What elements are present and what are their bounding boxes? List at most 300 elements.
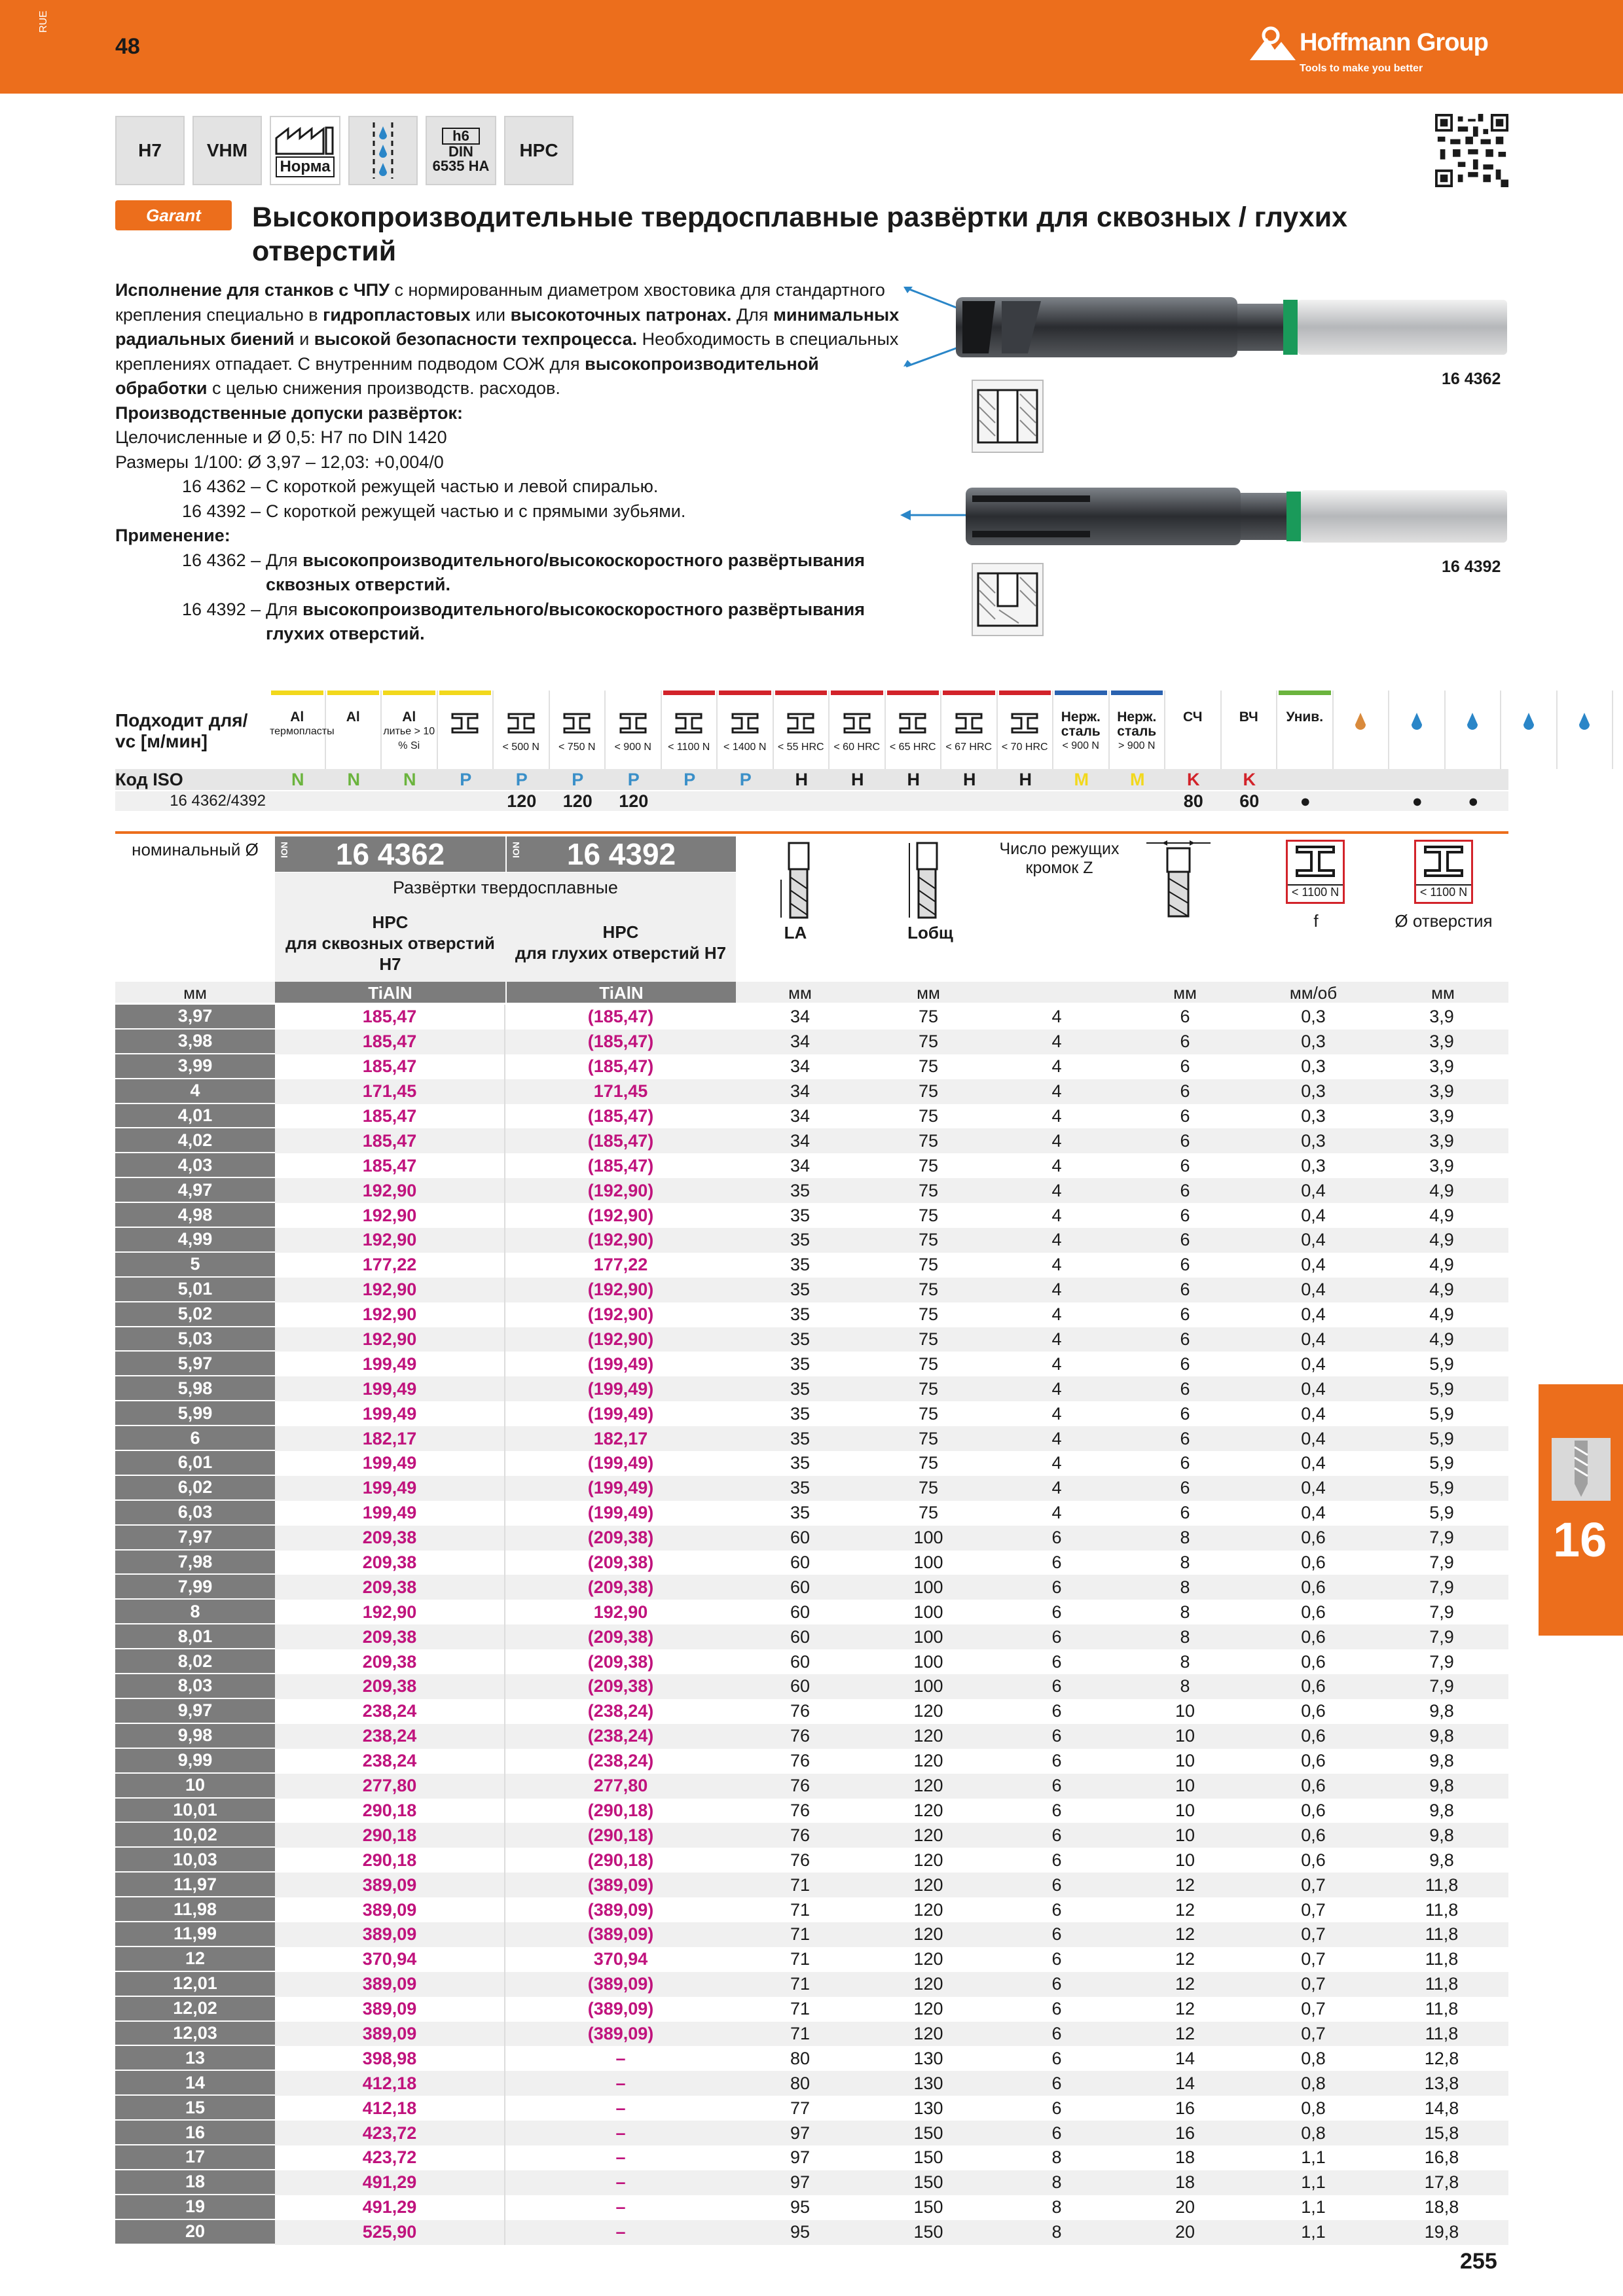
speed-row-label: 16 4362/4392 [170,792,266,810]
shank-diameter-cell: 10 [1175,1701,1195,1721]
table-row[interactable] [115,1278,1508,1302]
hole-diameter-cell: 19,8 [1424,2222,1459,2242]
material-column-header [550,691,606,769]
table-row[interactable] [115,1352,1508,1376]
table-row[interactable] [115,2170,1508,2195]
flute-count-cell: 6 [1051,1924,1062,1945]
feed-rate-cell: 0,7 [1301,2023,1326,2043]
table-row[interactable] [115,2046,1508,2071]
iso-code-cell: M [1130,769,1145,789]
nominal-diameter-cell: 8 [115,1600,275,1624]
shank-diameter-cell: 6 [1180,1304,1190,1325]
shank-diameter-cell: 18 [1175,2147,1195,2168]
through-hole-icon [973,381,1042,452]
flute-count-cell: 6 [1051,1825,1062,1845]
hole-diameter-cell: 11,8 [1425,1999,1459,2019]
table-row[interactable] [115,1897,1508,1922]
hole-diameter-cell: 11,8 [1425,1949,1459,1969]
shank-diameter-cell: 10 [1175,1751,1195,1771]
material-column-header [494,691,550,769]
total-length-cell: 75 [918,1205,939,1225]
table-row[interactable] [115,1376,1508,1401]
feed-rate-cell: 0,6 [1301,1626,1326,1647]
iso-code-cell: H [1019,769,1032,789]
total-length-cell: 120 [913,2023,943,2043]
chapter-number: 16 [1553,1513,1607,1567]
material-column-header [1446,691,1502,769]
chapter-tab[interactable] [1539,1384,1623,1636]
nominal-diameter-cell: 4,99 [115,1228,275,1253]
material-group-bar [887,691,939,695]
material-column-header [886,691,942,769]
price-164362-cell: 192,90 [275,1278,505,1302]
material-column-title: Унив. [1286,709,1324,725]
price-164392-cell: 171,45 [593,1081,648,1102]
material-column-header [1558,691,1614,769]
shank-diameter-cell: 20 [1175,2222,1195,2242]
nominal-diameter-cell: 18 [115,2170,275,2195]
material-column-title: СЧ [1183,709,1203,725]
cutting-length-cell: 60 [790,1577,811,1597]
table-row[interactable] [115,1451,1508,1476]
material-group-bar [1447,691,1499,695]
hole-diameter-cell: 7,9 [1429,1651,1454,1672]
nominal-diameter-cell: 10,02 [115,1823,275,1848]
feed-rate-cell: 0,3 [1301,1106,1326,1126]
shank-diameter-cell: 6 [1180,1130,1190,1151]
shank-diameter-cell: 12 [1175,1874,1195,1895]
price-164392-cell: (389,09) [587,1874,654,1895]
nominal-diameter-cell: 5,97 [115,1352,275,1376]
total-length-label: Lобщ [907,923,953,942]
feed-rate-cell: 0,4 [1301,1230,1326,1250]
nominal-diameter-cell: 3,98 [115,1030,275,1054]
hole-diameter-cell: 11,8 [1425,2023,1459,2043]
flute-count-cell: 8 [1051,2222,1062,2242]
price-164392-cell: – [615,2147,626,2168]
feed-rate-cell: 0,4 [1301,1329,1326,1350]
price-164392-cell: 192,90 [593,1602,648,1622]
cutting-speed-cell: 120 [507,791,537,811]
feed-rate-cell: 0,6 [1301,1651,1326,1672]
table-row[interactable] [115,1426,1508,1451]
iso-code-cell: P [627,769,640,789]
hole-diameter-label: Ø отверстия [1395,911,1493,931]
hole-material-box: < 1100 N [1414,840,1473,904]
cutting-length-cell: 35 [790,1205,811,1225]
feed-rate-cell: 0,4 [1301,1354,1326,1374]
material-group-bar [439,691,492,695]
flute-count-cell: 4 [1051,1180,1062,1200]
internal-coolant-icon [370,122,396,179]
shank-diameter-cell: 16 [1175,2098,1195,2118]
steel-ibeam-icon [953,710,985,736]
shank-diameter-cell: 6 [1180,1478,1190,1498]
cutting-length-cell: 35 [790,1428,811,1448]
feed-rate-cell: 0,4 [1301,1478,1326,1498]
shank-diameter-cell: 8 [1180,1651,1190,1672]
flute-count-cell: 6 [1051,1577,1062,1597]
price-164392-cell: (199,49) [587,1453,654,1473]
table-row[interactable] [115,1799,1508,1823]
table-row[interactable] [115,1476,1508,1501]
price-164392-cell: – [615,2172,626,2193]
flute-count-cell: 6 [1051,1726,1062,1746]
shank-diameter-cell: 8 [1180,1602,1190,1622]
table-row[interactable] [115,1823,1508,1848]
total-length-cell: 150 [913,2172,943,2193]
feed-rate-cell: 0,6 [1301,1676,1326,1696]
hole-diameter-cell: 9,8 [1429,1825,1454,1845]
feed-rate-cell: 0,6 [1301,1701,1326,1721]
iso-code-cell: N [291,769,304,789]
flute-count-cell: 4 [1051,1255,1062,1275]
table-row[interactable] [115,2145,1508,2170]
table-row[interactable] [115,1551,1508,1575]
flute-count-cell: 6 [1051,1999,1062,2019]
flute-count-cell: 4 [1051,1280,1062,1300]
table-row[interactable] [115,1724,1508,1749]
reamer-164362-image [903,275,1512,373]
price-164362-cell: 238,24 [275,1749,505,1774]
table-row[interactable] [115,1947,1508,1972]
table-row[interactable] [115,1649,1508,1674]
price-164392-cell: (209,38) [587,1651,654,1672]
table-row[interactable] [115,2096,1508,2121]
flute-count-cell: 6 [1051,1626,1062,1647]
table-row[interactable] [115,1327,1508,1352]
table-row[interactable] [115,1774,1508,1799]
price-164362-cell: 370,94 [275,1947,505,1972]
material-column-header [1110,691,1166,769]
price-164392-cell: (192,90) [587,1230,654,1250]
flute-count-cell: 4 [1051,1106,1062,1126]
hole-diameter-cell: 7,9 [1429,1602,1454,1622]
cutting-length-cell: 35 [790,1453,811,1473]
price-164362-cell: 209,38 [275,1624,505,1649]
variant-line: 16 4362 – С короткой режущей частью и левой спиралью. [182,476,659,496]
total-length-cell: 75 [918,1255,939,1275]
application-heading: Применение: [115,526,230,545]
table-row[interactable] [115,1526,1508,1551]
table-row[interactable] [115,1203,1508,1228]
nominal-diameter-cell: 20 [115,2220,275,2245]
cutting-length-cell: 34 [790,1031,811,1052]
header-bar [0,0,1623,94]
flute-count-cell: 8 [1051,2147,1062,2168]
feed-rate-cell: 0,4 [1301,1180,1326,1200]
flute-count-cell: 4 [1051,1230,1062,1250]
price-164362-cell: 185,47 [275,1153,505,1178]
shank-diameter-cell: 6 [1180,1354,1190,1374]
price-164392-cell: 177,22 [593,1255,648,1275]
total-length-cell: 75 [918,1056,939,1077]
price-164392-cell: (389,09) [587,1974,654,1994]
flute-count-cell: 4 [1051,1354,1062,1374]
total-length-cell: 120 [913,1751,943,1771]
material-column-header [941,691,998,769]
material-column-header [606,691,662,769]
price-164362-cell: 192,90 [275,1600,505,1624]
price-164392-cell: (389,09) [587,1924,654,1945]
nominal-diameter-cell: 6,02 [115,1476,275,1501]
price-164362-cell: 192,90 [275,1327,505,1352]
nominal-diameter-cell: 8,03 [115,1674,275,1699]
table-row[interactable] [115,2195,1508,2220]
material-column-subtitle: термопласты [270,726,335,737]
shank-diameter-cell: 8 [1180,1552,1190,1573]
price-164392-cell: (192,90) [587,1280,654,1300]
nominal-diameter-cell: 5,99 [115,1401,275,1426]
material-group-bar [831,691,883,695]
table-row[interactable] [115,2121,1508,2145]
iso-code-cell: K [1187,769,1200,789]
variant-line: 16 4392 – С короткой режущей частью и с прямыми зубьями. [182,501,686,521]
cutting-length-cell: 71 [790,1974,811,1994]
cutting-length-cell: 76 [790,1726,811,1746]
cutting-length-cell: 34 [790,1130,811,1151]
nominal-diameter-cell: 12 [115,1947,275,1972]
nominal-diameter-cell: 19 [115,2195,275,2220]
price-164392-cell: (185,47) [587,1007,654,1027]
table-row[interactable] [115,1501,1508,1526]
hole-diameter-cell: 5,9 [1429,1378,1454,1399]
total-length-cell: 120 [913,1776,943,1796]
table-row[interactable] [115,1302,1508,1327]
material-column-title: Al [290,709,304,725]
price-164392-cell: (199,49) [587,1503,654,1523]
hole-diameter-cell: 3,9 [1429,1031,1454,1052]
cutting-length-cell: 95 [790,2197,811,2217]
feed-rate-cell: 0,8 [1301,2073,1326,2093]
table-row[interactable] [115,1253,1508,1278]
table-row[interactable] [115,2022,1508,2047]
table-row[interactable] [115,1922,1508,1947]
total-length-cell: 120 [913,1726,943,1746]
nominal-diameter-cell: 5,03 [115,1327,275,1352]
through-hole-diagram [972,380,1044,453]
table-row[interactable] [115,1749,1508,1774]
feed-rate-cell: 0,7 [1301,1924,1326,1945]
table-row[interactable] [115,2071,1508,2096]
cutting-length-cell: 80 [790,2048,811,2068]
shank-diameter-cell: 8 [1180,1528,1190,1548]
total-length-cell: 150 [913,2123,943,2143]
blind-hole-variant: HPC для глухих отверстий H7 [515,922,727,963]
iso-code-cell: P [684,769,696,789]
material-column-header [1053,691,1110,769]
shank-diameter-cell: 12 [1175,2023,1195,2043]
price-164392-cell: (389,09) [587,1899,654,1920]
price-164392-cell: (185,47) [587,1155,654,1175]
nominal-diameter-cell: 4,03 [115,1153,275,1178]
table-row[interactable] [115,1228,1508,1253]
coolant-method-icon [1568,710,1601,736]
nominal-diameter-cell: 7,97 [115,1526,275,1551]
coolant-method-icon [1400,710,1433,736]
feed-rate-cell: 0,6 [1301,1776,1326,1796]
hole-diameter-cell: 7,9 [1429,1528,1454,1548]
total-length-cell: 120 [913,1701,943,1721]
tolerance-line: Целочисленные и Ø 0,5: H7 по DIN 1420 [115,427,447,447]
total-length-cell: 75 [918,1453,939,1473]
shank-diameter-cell: 8 [1180,1577,1190,1597]
steel-ibeam-icon [672,710,705,736]
hole-diameter-cell: 3,9 [1429,1081,1454,1102]
steel-ibeam-icon [505,710,538,736]
table-row[interactable] [115,1054,1508,1079]
price-164362-cell: 185,47 [275,1005,505,1030]
total-length-cell: 75 [918,1304,939,1325]
total-length-cell: 75 [918,1081,939,1102]
nominal-diameter-cell: 5,98 [115,1376,275,1401]
material-group-bar [1223,691,1275,695]
total-length-cell: 120 [913,1825,943,1845]
material-group-bar [1559,691,1611,695]
table-row[interactable] [115,1624,1508,1649]
material-column-subtitle: < 70 HRC [1001,742,1048,753]
shank-diameter-cell: 6 [1180,1280,1190,1300]
table-row[interactable] [115,1848,1508,1873]
table-row[interactable] [115,1178,1508,1203]
hole-diameter-cell: 3,9 [1429,1056,1454,1077]
material-column-title: Al [402,709,416,725]
flute-count-cell: 6 [1051,1602,1062,1622]
feed-rate-cell: 0,3 [1301,1031,1326,1052]
cutting-length-cell: 35 [790,1230,811,1250]
feed-rate-cell: 0,6 [1301,1602,1326,1622]
price-164362-cell: 389,09 [275,1873,505,1897]
table-row[interactable] [115,1997,1508,2022]
steel-ibeam-icon [448,710,481,736]
material-group-bar [999,691,1051,695]
table-row[interactable] [115,1575,1508,1600]
table-row[interactable] [115,1153,1508,1178]
price-164362-cell: 491,29 [275,2170,505,2195]
flute-count-cell: 6 [1051,2098,1062,2118]
top-page-number: 48 [115,34,140,59]
cutting-length-cell: 76 [790,1751,811,1771]
nominal-diameter-cell: 11,97 [115,1873,275,1897]
nominal-diameter-cell: 4,98 [115,1203,275,1228]
cutting-length-cell: 76 [790,1850,811,1870]
price-164392-cell: (192,90) [587,1205,654,1225]
price-164392-cell: (192,90) [587,1180,654,1200]
feed-rate-cell: 1,1 [1301,2172,1326,2193]
norm-box [270,116,340,185]
flute-count-cell: 4 [1051,1378,1062,1399]
table-row[interactable] [115,1873,1508,1897]
material-column-header [718,691,774,769]
feed-material-box: < 1100 N [1286,840,1345,904]
cutting-length-cell: 76 [790,1701,811,1721]
total-length-cell: 75 [918,1428,939,1448]
shank-diameter-cell: 6 [1180,1155,1190,1175]
material-group-bar [1111,691,1163,695]
steel-ibeam-icon [841,710,873,736]
cutting-length-cell: 71 [790,1949,811,1969]
hole-diameter-cell: 11,8 [1425,1974,1459,1994]
table-row[interactable] [115,1674,1508,1699]
flute-count-cell: 6 [1051,1800,1062,1820]
nominal-diameter-cell: 12,01 [115,1972,275,1997]
hole-diameter-cell: 7,9 [1429,1577,1454,1597]
total-length-cell: 130 [913,2073,943,2093]
material-column-header [1277,691,1334,769]
flute-count-cell: 6 [1051,1676,1062,1696]
feed-rate-cell: 0,3 [1301,1056,1326,1077]
material-group-bar [775,691,828,695]
flute-count-cell: 6 [1051,1874,1062,1895]
hole-diameter-cell: 4,9 [1429,1304,1454,1325]
table-row[interactable] [115,1972,1508,1997]
total-length-cell: 100 [913,1552,943,1573]
table-row[interactable] [115,1104,1508,1129]
feed-rate-cell: 0,6 [1301,1751,1326,1771]
shank-box [426,116,496,185]
hoffmann-logo-icon [1247,26,1297,63]
cutting-length-cell: 35 [790,1304,811,1325]
feed-rate-cell: 1,1 [1301,2147,1326,2168]
price-164392-cell: (185,47) [587,1106,654,1126]
cutting-speed-cell: 60 [1239,791,1260,811]
hole-diameter-cell: 9,8 [1429,1726,1454,1746]
table-row[interactable] [115,1005,1508,1030]
table-row[interactable] [115,1401,1508,1426]
cutting-length-cell: 77 [790,2098,811,2118]
hole-diameter-cell: 7,9 [1429,1626,1454,1647]
total-length-cell: 120 [913,1924,943,1945]
nominal-diameter-cell: 11,98 [115,1897,275,1922]
norm-label: Норма [276,156,334,177]
hole-diameter-cell: 14,8 [1424,2098,1459,2118]
hole-diameter-cell: 9,8 [1429,1800,1454,1820]
table-row[interactable] [115,1600,1508,1624]
shank-h6: h6 [442,128,480,145]
feed-rate-cell: 0,6 [1301,1800,1326,1820]
table-row[interactable] [115,1030,1508,1054]
feed-rate-cell: 0,6 [1301,1825,1326,1845]
shank-diameter-cell: 6 [1180,1378,1190,1399]
material-group-bar [1503,691,1555,695]
feed-rate-cell: 0,6 [1301,1577,1326,1597]
table-row[interactable] [115,1079,1508,1104]
page-title: Высокопроизводительные твердосплавные развёртки для сквозных / глухих отверстий [252,202,1348,267]
cutting-length-cell: 95 [790,2222,811,2242]
price-164392-cell: (209,38) [587,1528,654,1548]
shank-diameter-cell: 6 [1180,1503,1190,1523]
table-row[interactable] [115,1128,1508,1153]
material-header-row [115,691,1508,769]
table-row[interactable] [115,2220,1508,2245]
reamer-164392-image [900,481,1512,560]
nominal-diameter-cell: 10 [115,1774,275,1799]
table-row[interactable] [115,1699,1508,1724]
price-164362-cell: 290,18 [275,1823,505,1848]
cutting-length-cell: 97 [790,2147,811,2168]
cutting-length-cell: 60 [790,1602,811,1622]
shank-diameter-icon [1142,839,1214,924]
language-code: RUE [38,10,49,33]
shank-diameter-cell: 16 [1175,2123,1195,2143]
shank-diameter-cell: 12 [1175,1974,1195,1994]
feed-rate-cell: 0,3 [1301,1007,1326,1027]
hole-diameter-cell: 4,9 [1429,1280,1454,1300]
iso-code-cell: N [347,769,360,789]
coolant-method-icon [1456,710,1489,736]
flute-count-cell: 6 [1051,1528,1062,1548]
nominal-diameter-cell: 4 [115,1079,275,1104]
